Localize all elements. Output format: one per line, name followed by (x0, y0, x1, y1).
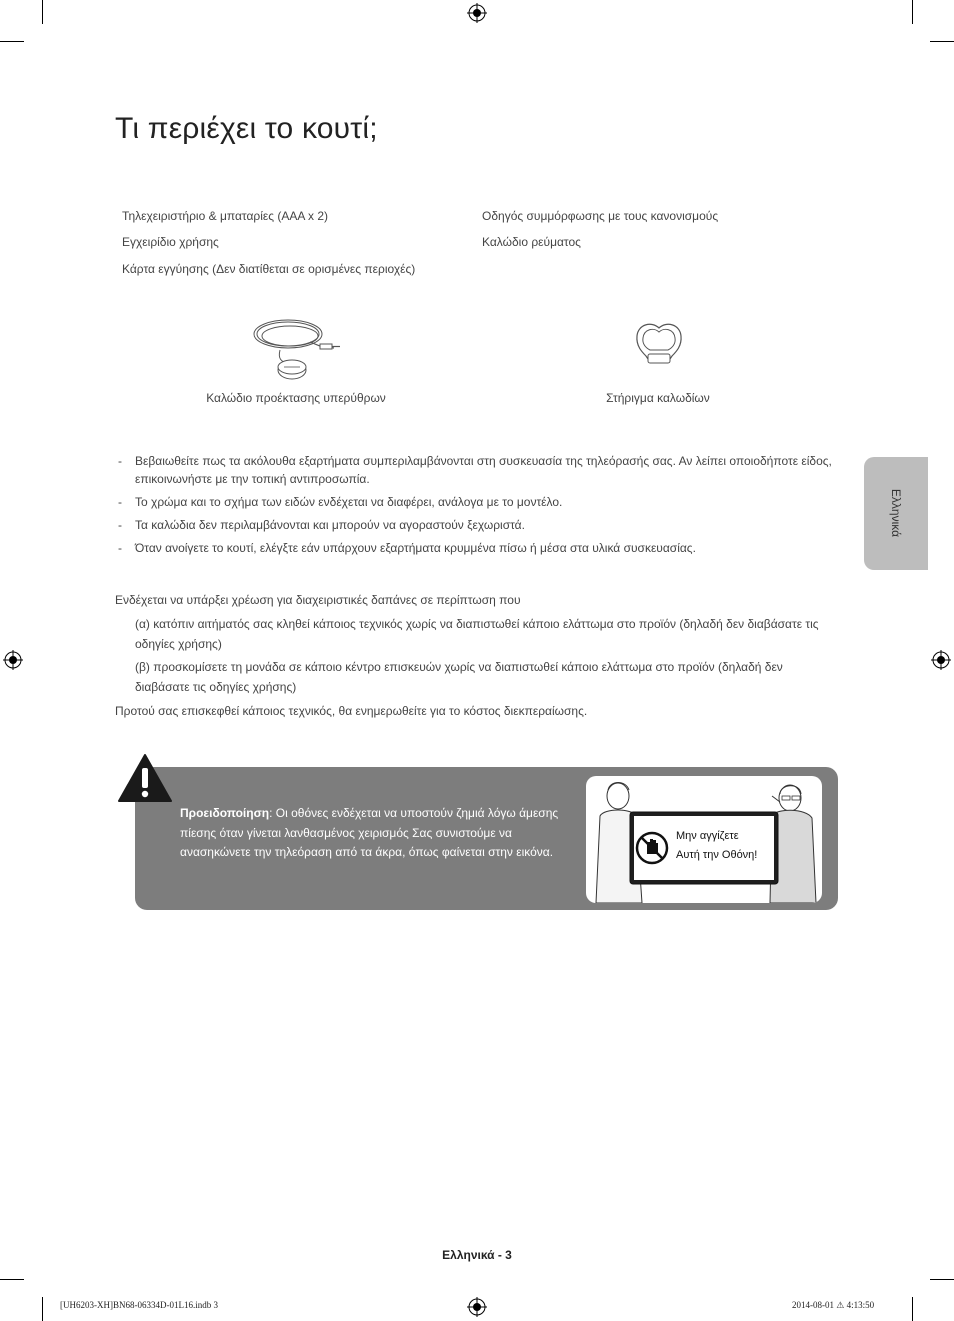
language-side-tab (864, 457, 928, 570)
notes-list (115, 452, 835, 562)
registration-mark-icon (3, 650, 23, 670)
side-tab-label: Ελληνικά (889, 488, 903, 538)
registration-mark-icon (931, 650, 951, 670)
registration-mark-icon (467, 3, 487, 23)
cable-holder-icon (634, 322, 684, 368)
crop-mark (930, 1279, 954, 1280)
charges-case-a: (α) κατόπιν αιτήματός σας κληθεί κάποιος τεχνικός χωρίς να διαπιστωθεί κάποιο ελάττωμα στο προϊόν (δηλαδή δεν διαβάσατε τις οδηγίες χρήσης) (135, 617, 819, 651)
illustration-caption: Καλώδιο προέκτασης υπερύθρων (206, 391, 386, 405)
crop-mark (42, 0, 43, 24)
charges-case-b: (β) προσκομίσετε τη μονάδα σε κάποιο κέντρο επισκευών χωρίς να διαπιστωθεί κάποιο ελάττωμα στο προϊόν (δηλαδή δεν διαβάσατε τις οδηγίες χρήσης) (135, 660, 783, 694)
crop-mark (0, 41, 24, 42)
warning-label: Προειδοποίηση (180, 806, 270, 820)
warning-text (180, 804, 570, 863)
page-title: Τι περιέχει το κουτί; (115, 112, 378, 145)
warning-triangle-icon (117, 753, 173, 803)
list-item: - Όταν ανοίγετε το κουτί, ελέγξτε εάν υπάρχουν εξαρτήματα κρυμμένα πίσω ή μέσα στα υλικά συσκευασίας. (118, 541, 696, 555)
tv-sign-line-1: Μην αγγίζετε (676, 830, 739, 842)
ir-extension-cable-icon (250, 312, 342, 384)
warning-body: : Οι οθόνες ενδέχεται να υποστούν ζημιά λόγω άμεσης πίεσης όταν γίνεται λανθασμένος χειρισμός Σας συνιστούμε να ανασηκώνετε την τηλεόραση από τα άκρα, όπως φαίνεται στην εικόνα. (180, 806, 559, 859)
page-number: Ελληνικά - 3 (442, 1248, 512, 1262)
charges-intro: Ενδέχεται να υπάρξει χρέωση για διαχειριστικές δαπάνες σε περίπτωση που (115, 593, 521, 607)
contents-item: Καλώδιο ρεύματος (482, 235, 581, 249)
list-item: - Τα καλώδια δεν περιλαμβάνονται και μπορούν να αγοραστούν ξεχωριστά. (118, 518, 525, 532)
contents-item: Οδηγός συμμόρφωσης με τους κανονισμούς (482, 209, 719, 223)
charges-outro: Προτού σας επισκεφθεί κάποιος τεχνικός, θα ενημερωθείτε για το κόστος διεκπεραίωσης. (115, 704, 588, 718)
imprint-file: [UH6203-XH]BN68-06334D-01L16.indb 3 (60, 1300, 218, 1310)
tv-sign-line-2: Αυτή την Οθόνη! (676, 849, 758, 861)
crop-mark (912, 0, 913, 24)
crop-mark (42, 1297, 43, 1321)
contents-item: Εγχειρίδιο χρήσης (122, 235, 219, 249)
list-item: - Βεβαιωθείτε πως τα ακόλουθα εξαρτήματα συμπεριλαμβάνονται στη συσκευασία της τηλεόρασής σας. Αν λείπει οποιοδήποτε είδος, επικοινωνήστε με την τοπική αντιπροσωπία. (118, 454, 832, 486)
registration-mark-icon (467, 1297, 487, 1317)
list-item: - Το χρώμα και το σχήμα των ειδών ενδέχεται να διαφέρει, ανάλογα με το μοντέλο. (118, 495, 563, 509)
imprint-datetime: 2014-08-01 ⚠ 4:13:50 (792, 1300, 875, 1310)
crop-mark (930, 41, 954, 42)
illustration-caption: Στήριγμα καλωδίων (606, 391, 710, 405)
crop-mark (0, 1279, 24, 1280)
contents-item: Κάρτα εγγύησης (Δεν διατίθεται σε ορισμένες περιοχές) (122, 262, 416, 276)
crop-mark (912, 1297, 913, 1321)
contents-item: Τηλεχειριστήριο & μπαταρίες (AAA x 2) (122, 209, 329, 223)
tv-handling-illustration (586, 776, 822, 903)
